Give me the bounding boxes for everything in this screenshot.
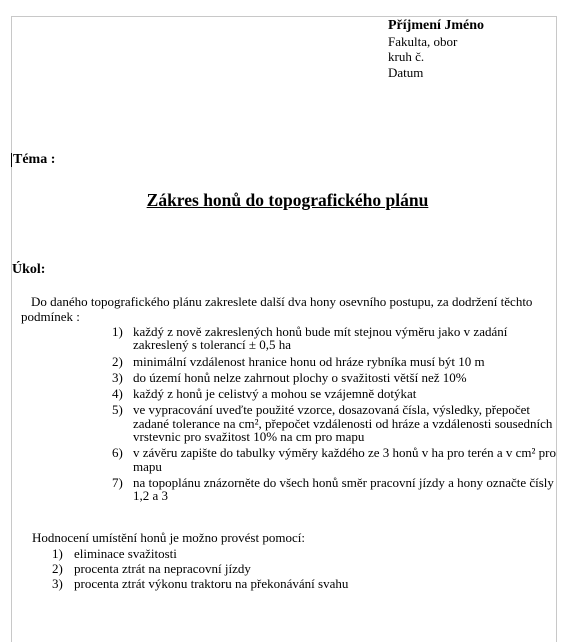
assessment-lead: Hodnocení umístění honů je možno provést pomocí: bbox=[32, 530, 305, 545]
condition-item bbox=[112, 403, 557, 443]
assessment-number: 1) bbox=[52, 546, 63, 561]
assessment-number: 2) bbox=[52, 561, 63, 576]
condition-item bbox=[112, 371, 557, 384]
tema-label[interactable]: Téma : bbox=[13, 152, 56, 167]
condition-number: 5) bbox=[112, 402, 123, 418]
condition-number: 1) bbox=[112, 324, 123, 339]
condition-text: na topoplánu znázorněte do všech honů směr pracovní jízdy a hony označte čísly 1,2 a 3 bbox=[133, 474, 554, 504]
condition-item bbox=[112, 446, 557, 473]
author-name: Příjmení Jméno bbox=[388, 18, 485, 33]
intro-line-1: Do daného topografického plánu zakreslete další dva hony osevního postupu, za dodržení těchto bbox=[31, 294, 533, 309]
condition-item bbox=[112, 476, 557, 503]
group-line: kruh č. bbox=[388, 49, 425, 64]
text-cursor bbox=[11, 153, 12, 167]
assessment-item bbox=[52, 561, 348, 576]
conditions-list bbox=[112, 325, 557, 506]
assessment-text: procenta ztrát na nepracovní jízdy bbox=[74, 561, 251, 576]
assessment-item bbox=[52, 576, 348, 591]
assessment-item bbox=[52, 546, 348, 561]
faculty-line: Fakulta, obor bbox=[388, 33, 458, 49]
condition-number: 6) bbox=[112, 445, 123, 461]
page-left-edge bbox=[11, 16, 12, 642]
date-line: Datum bbox=[388, 64, 424, 80]
condition-text: do území honů nelze zahrnout plochy o svažitosti větší než 10% bbox=[133, 369, 467, 385]
condition-number: 4) bbox=[112, 386, 123, 402]
condition-number: 7) bbox=[112, 474, 123, 490]
assessment-list bbox=[52, 546, 348, 591]
condition-text: minimální vzdálenost hranice honu od hráze rybníka musí být 10 m bbox=[133, 353, 485, 369]
condition-text: každý z nově zakreslených honů bude mít stejnou výměru jako v zadání zakreslený s tolerancí ± 0,5 ha bbox=[133, 324, 508, 353]
condition-item bbox=[112, 325, 557, 352]
page-top-edge bbox=[11, 16, 557, 17]
condition-text: každý z honů je celistvý a mohou se vzájemně dotýkat bbox=[133, 386, 417, 402]
condition-text: ve vypracování uveďte použité vzorce, dosazovaná čísla, výsledky, přepočet zadané tolerance na cm², přepočet vzdálenosti od hráze a vzdálenosti sousedních vrstevnic pro svažitost 10% na cm pro mapu bbox=[133, 402, 553, 445]
assessment-number: 3) bbox=[52, 576, 63, 591]
intro-paragraph bbox=[21, 294, 561, 324]
author-header bbox=[388, 18, 484, 80]
condition-item bbox=[112, 387, 557, 400]
assessment-text: procenta ztrát výkonu traktoru na překonávání svahu bbox=[74, 576, 349, 591]
assessment-text: eliminace svažitosti bbox=[74, 546, 177, 561]
condition-number: 3) bbox=[112, 369, 123, 385]
condition-text: v závěru zapište do tabulky výměry každého ze 3 honů v ha pro terén a v cm² pro mapu bbox=[133, 445, 556, 474]
document-title bbox=[0, 190, 575, 211]
condition-item bbox=[112, 355, 557, 368]
intro-line-2: podmínek : bbox=[21, 309, 80, 324]
document-title-text: Zákres honů do topografického plánu bbox=[146, 190, 429, 210]
ukol-label: Úkol: bbox=[12, 262, 46, 277]
condition-number: 2) bbox=[112, 353, 123, 369]
